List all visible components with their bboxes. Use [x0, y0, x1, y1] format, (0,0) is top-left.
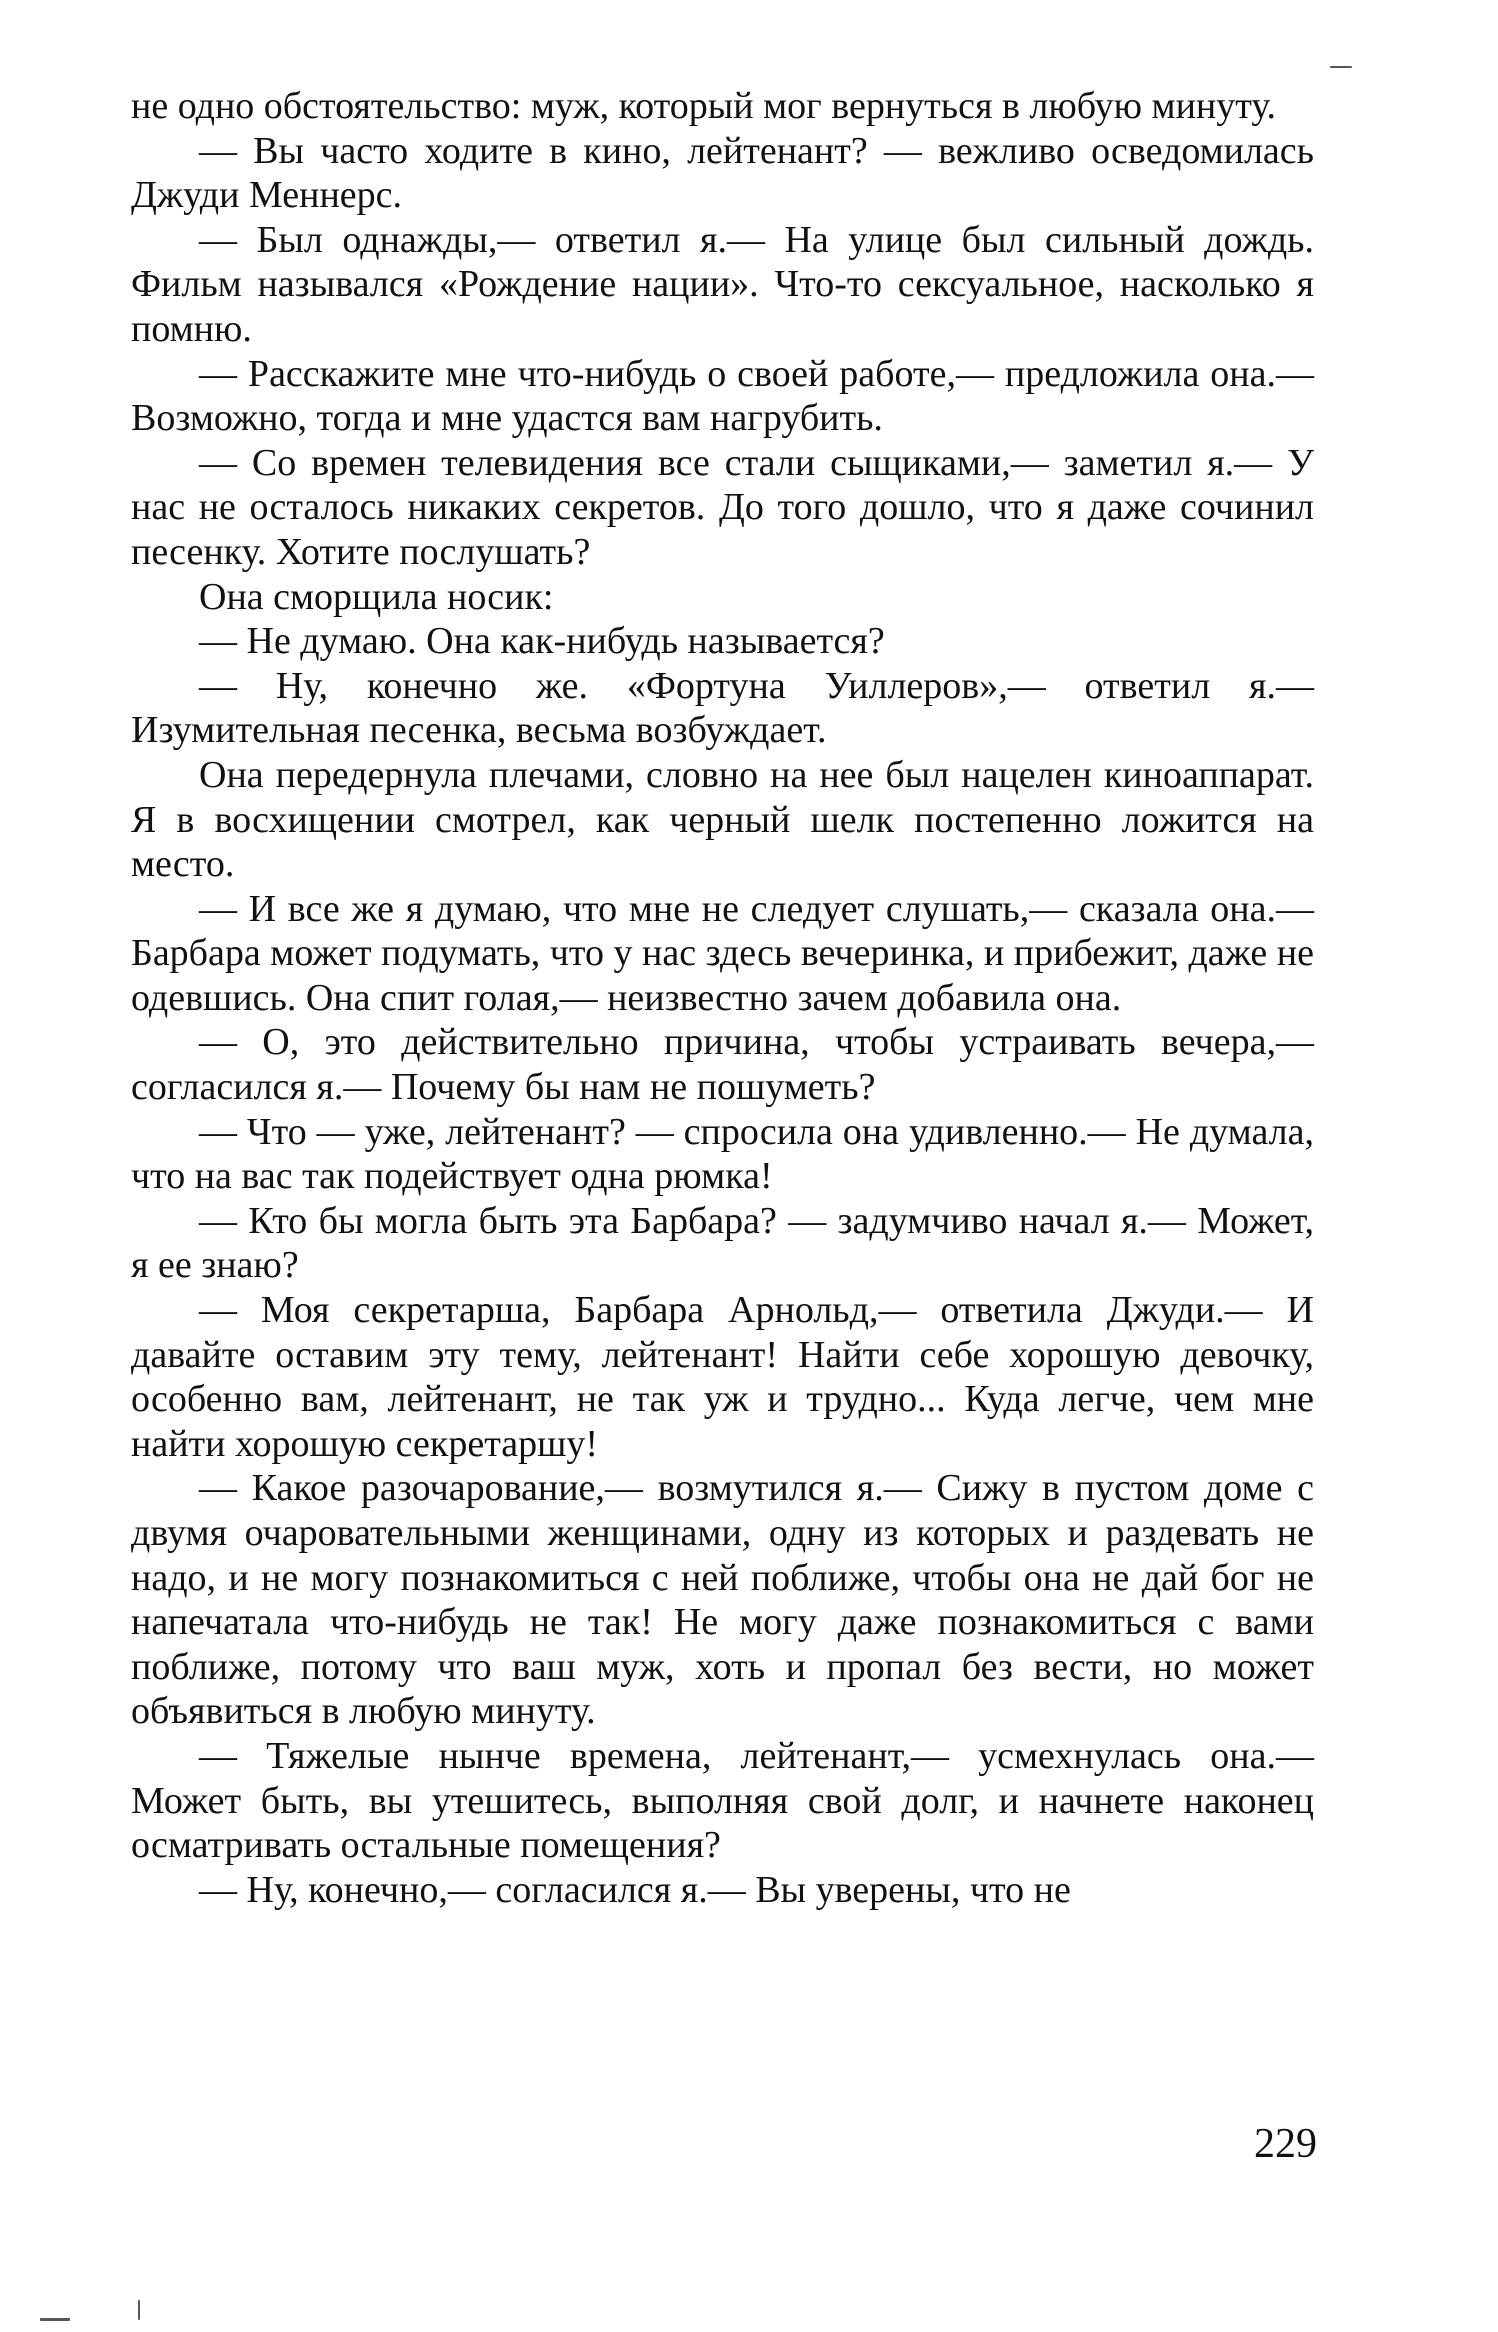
paragraph: — Расскажите мне что-нибудь о своей работе,— предложила она.— Возможно, тогда и мне удастся вам нагрубить. — [131, 352, 1314, 440]
scan-speck — [138, 2300, 140, 2320]
scan-speck — [1330, 66, 1352, 68]
page-number: 229 — [1254, 2121, 1317, 2167]
body-text — [131, 84, 1314, 1912]
paragraph: — Кто бы могла быть эта Барбара? — задумчиво начал я.— Может, я ее знаю? — [131, 1199, 1314, 1287]
paragraph: — Ну, конечно,— согласился я.— Вы уверены, что не — [199, 1868, 1071, 1911]
paragraph: — Был однажды,— ответил я.— На улице был сильный дождь. Фильм назывался «Рождение нации». Что-то сексуальное, насколько я помню. — [131, 218, 1314, 350]
paragraph: Она сморщила носик: — [199, 575, 554, 618]
paragraph: — Вы часто ходите в кино, лейтенант? — вежливо осведомилась Джуди Меннерс. — [131, 129, 1314, 217]
paragraph: — Какое разочарование,— возмутился я.— Сижу в пустом доме с двумя очаровательными женщинами, одну из которых и раздевать не надо, и не могу познакомиться с ней поближе, чтобы она не дай бог не напечатала что-нибудь не так! Не могу даже познакомиться с вами поближе, потому что ваш муж, хоть и пропал без вести, но может объявиться в любую минуту. — [131, 1467, 1314, 1733]
paragraph: — Тяжелые нынче времена, лейтенант,— усмехнулась она.— Может быть, вы утешитесь, выполняя свой долг, и начнете наконец осматривать остальные помещения? — [131, 1734, 1314, 1867]
paragraph: — Что — уже, лейтенант? — спросила она удивленно.— Не думала, что на вас так подействует одна рюмка! — [131, 1110, 1314, 1198]
paragraph: — Ну, конечно же. «Фортуна Уиллеров»,— ответил я.— Изумительная песенка, весьма возбуждает. — [131, 664, 1314, 752]
paragraph: — О, это действительно причина, чтобы устраивать вечера,— согласился я.— Почему бы нам не пошуметь? — [131, 1021, 1314, 1109]
paragraph: Она передернула плечами, словно на нее был нацелен киноаппарат. Я в восхищении смотрел, как черный шелк постепенно ложится на место. — [131, 753, 1314, 886]
paragraph: — Моя секретарша, Барбара Арнольд,— ответила Джуди.— И давайте оставим эту тему, лейтенант! Найти себе хорошую девочку, особенно вам, лейтенант, не так уж и трудно... Куда легче, чем мне найти хорошую секретаршу! — [131, 1289, 1314, 1465]
scan-speck — [40, 2318, 70, 2321]
paragraph: — Со времен телевидения все стали сыщиками,— заметил я.— У нас не осталось никаких секретов. До того дошло, что я даже сочинил песенку. Хотите послушать? — [131, 441, 1314, 573]
paragraph: — Не думаю. Она как-нибудь называется? — [199, 620, 885, 663]
paragraph: не одно обстоятельство: муж, который мог вернуться в любую минуту. — [131, 85, 1277, 127]
paragraph: — И все же я думаю, что мне не следует слушать,— сказала она.— Барбара может подумать, что у нас здесь вечеринка, и прибежит, даже не одевшись. Она спит голая,— неизвестно зачем добавила она. — [131, 887, 1314, 1019]
